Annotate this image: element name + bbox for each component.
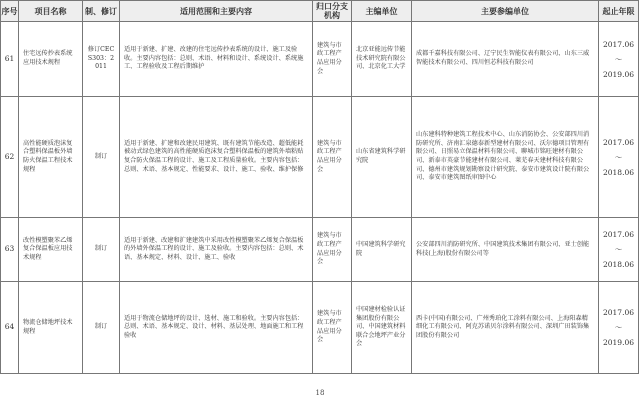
branch-org: 建筑与市政工程产品应用分会 — [313, 22, 352, 97]
row-number: 61 — [1, 22, 19, 97]
project-name: 物流仓储地坪技术规程 — [19, 282, 83, 374]
branch-org: 建筑与市政工程产品应用分会 — [313, 218, 352, 282]
period: 2017.06 ～ 2018.06 — [599, 97, 639, 218]
row-number: 62 — [1, 97, 19, 218]
scope-content: 适用于新建、扩建和改建民用建筑、既有建筑节能改造、超低能耗被动式绿色建筑的高性能硬质泡沫复合塑料保温板的建筑外墙粘贴复合防火保温工程的设计、施工及工程质量验收。主要内容包括：总则、术语、基本规定、性能要求、设计、施工、验收、维护保修 — [120, 97, 313, 218]
revision-type: 修订CECS303：2011 — [83, 22, 120, 97]
header-participants: 主要参编单位 — [412, 1, 599, 22]
period: 2017.06 ～ 2019.06 — [599, 22, 639, 97]
revision-type: 制订 — [83, 97, 120, 218]
header-editor: 主编单位 — [352, 1, 412, 22]
period: 2017.06 ～ 2018.06 — [599, 218, 639, 282]
table-row — [1, 97, 639, 218]
project-name: 住宅远传抄表系统应用技术规程 — [19, 22, 83, 97]
table-row — [1, 282, 639, 374]
header-period: 起止年限 — [599, 1, 639, 22]
period: 2017.06 ～ 2019.06 — [599, 282, 639, 374]
branch-org: 建筑与市政工程产品应用分会 — [313, 97, 352, 218]
header-org: 归口分支机构 — [313, 1, 352, 22]
participants: 成都千嘉科技有限公司、辽宁民生智能仪表有限公司、山东三威智能技术有限公司、四川恒芯科技有限公司 — [412, 22, 599, 97]
branch-org: 建筑与市政工程产品应用分会 — [313, 282, 352, 374]
participants: 公安部四川消防研究所、中国建筑技术集团有限公司、亚士创能科技(上海)股份有限公司等 — [412, 218, 599, 282]
chief-editor: 北京亚能远传节能技术研究院有限公司、北京化工大学 — [352, 22, 412, 97]
header-scope: 适用范围和主要内容 — [120, 1, 313, 22]
scope-content: 适用于新建、改建和扩建建筑中采用改性模塑聚苯乙烯复合保温板的外墙外保温工程的设计、施工及验收。主要内容包括：总则、术语、基本规定、材料、设计、施工、验收 — [120, 218, 313, 282]
chief-editor: 中国建筑科学研究院 — [352, 218, 412, 282]
table-row — [1, 22, 639, 97]
scope-content: 适用于物流仓储地坪的设计、选材、施工和验收。主要内容包括：总则、术语、基本规定、设计、材料、基层处理、地面施工和工程验收 — [120, 282, 313, 374]
table-row — [1, 218, 639, 282]
scope-content: 适用于新建、扩建、改建的住宅远传抄表系统的设计、施工及验收。主要内容包括：总则、术语、材料和设计、系统设计、系统施工、工程验收及工程后期维护 — [120, 22, 313, 97]
chief-editor: 山东省建筑科学研究院 — [352, 97, 412, 218]
revision-type: 制订 — [83, 282, 120, 374]
header-name: 项目名称 — [19, 1, 83, 22]
participants: 山东建科特种建筑工程技术中心、山东消防协会、公安部四川消防研究所、济南汇泉德泰新型建材有限公司、沃尔德项目管理有限公司、日照易立保温材料有限公司、聊城市铭旺建材有限公司、新泰市英豪节能建材有限公司、莱芜春天建材科技有限公司、德州市建筑规划勘察设计研究院、泰安市建筑设计院有限公司、泰安市建筑图纸审图中心 — [412, 97, 599, 218]
header-row — [1, 1, 639, 22]
header-type: 制、修订 — [83, 1, 120, 22]
row-number: 63 — [1, 218, 19, 282]
page-number: 18 — [315, 389, 325, 397]
participants: 西卡(中国)有限公司、广州秀珀化工涂料有限公司、上海阳森精细化工有限公司、阿克苏诺贝尔涂料有限公司、深圳广田装饰集团股份有限公司 — [412, 282, 599, 374]
chief-editor: 中国建材检验认证集团股份有限公司、中国建筑材料联合会地坪产业分会 — [352, 282, 412, 374]
header-no: 序号 — [1, 1, 19, 22]
project-name: 改性模塑聚苯乙烯复合保温板应用技术规程 — [19, 218, 83, 282]
row-number: 64 — [1, 282, 19, 374]
project-name: 高性能硬质泡沫复合塑料保温板外墙防火保温工程技术规程 — [19, 97, 83, 218]
revision-type: 制订 — [83, 218, 120, 282]
